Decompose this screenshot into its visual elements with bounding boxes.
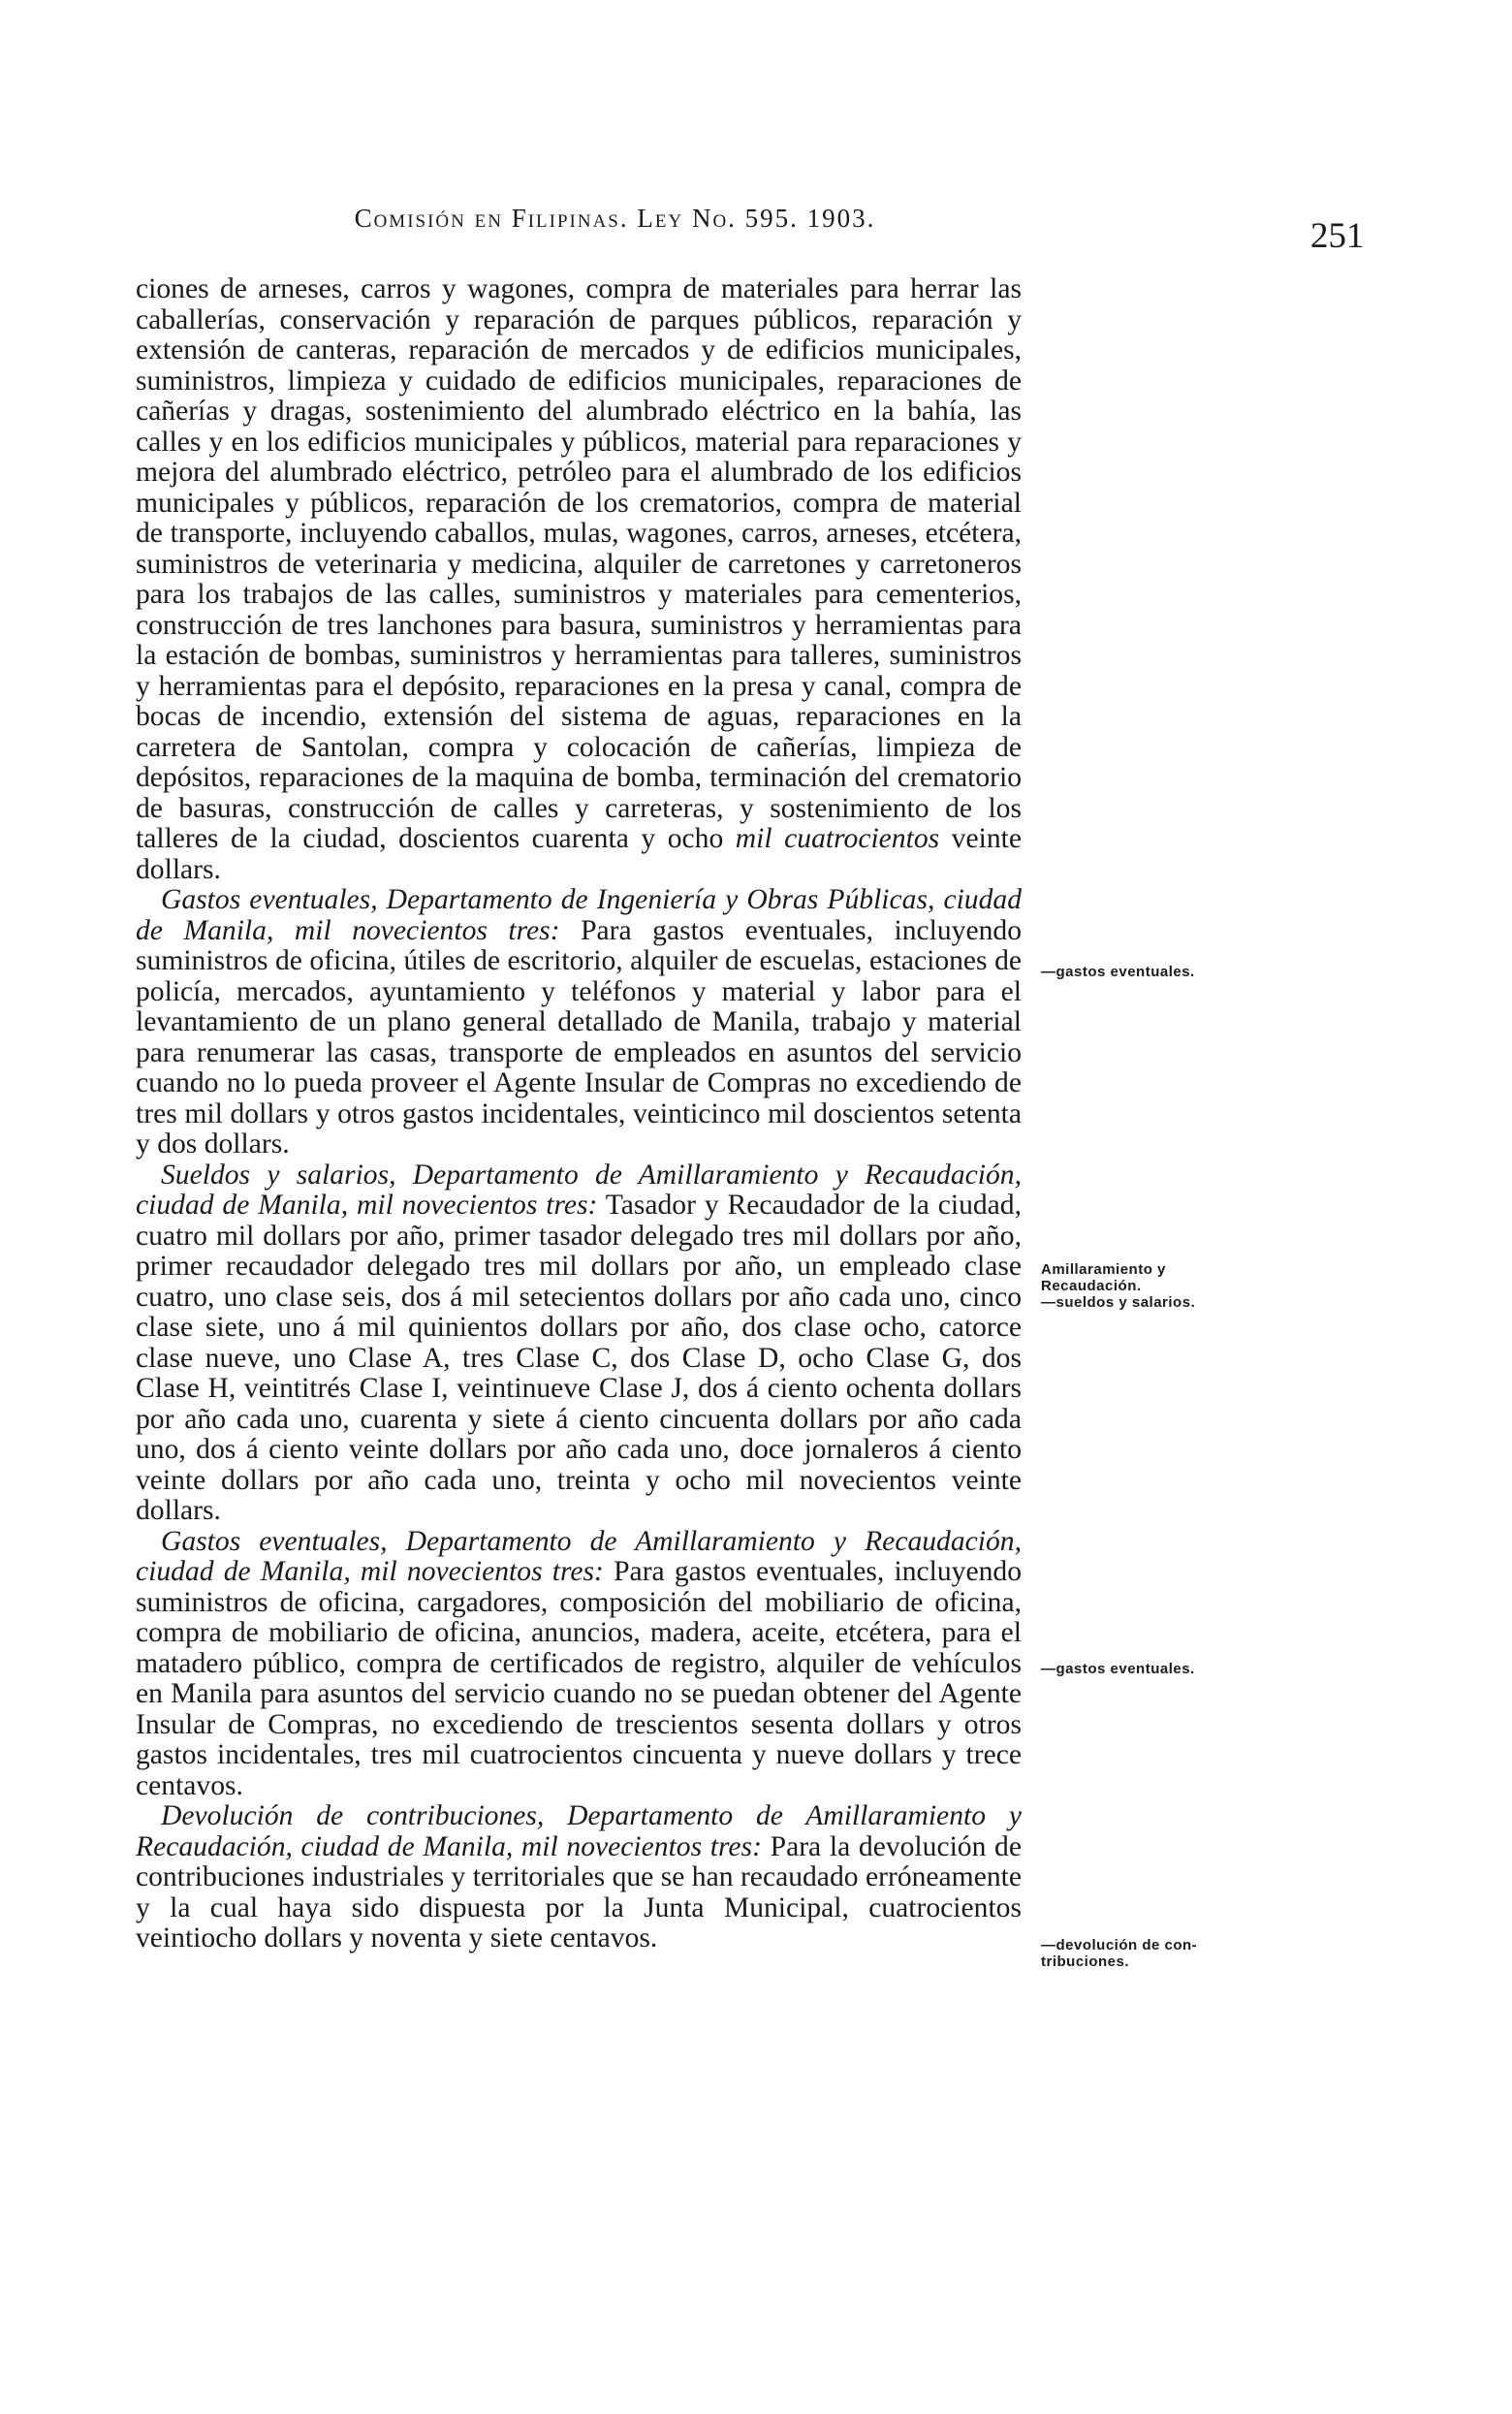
paragraph-2-lead: Gastos eventuales, Departamento de Ingeniería y Obras Públicas, ciudad de Manila, mil novecientos tres: bbox=[136, 884, 1022, 946]
paragraph-1-tail-italic: mil cuatrocientos bbox=[735, 823, 940, 854]
sidenote-line: —gastos eventuales. bbox=[1041, 964, 1195, 980]
paragraph-4-body: Para gastos eventuales, incluyendo suministros de oficina, cargadores, composición del mobiliario de oficina, compra de mobiliario de oficina, anuncios, madera, aceite, etcétera, para el matadero público, compra de certificados de registro, alquiler de vehículos en Manila para asuntos del servicio cuando no se puedan obtener del Agente Insular de Compras, no excediendo de trescientos sesenta dollars y otros gastos incidentales, tres mil cuatrocientos cincuenta y nueve dollars y trece centavos. bbox=[136, 1556, 1022, 1801]
paragraph-2-body: Para gastos eventuales, incluyendo suministros de oficina, útiles de escritorio, alquiler de escuelas, estaciones de policía, mercados, ayuntamiento y teléfonos y material y labor para el levantamiento de un plano general detallado de Manila, trabajo y material para renumerar las casas, transporte de empleados en asuntos del servicio cuando no lo pueda proveer el Agente Insular de Compras no excediendo de tres mil dollars y otros gastos incidentales, veinticinco mil doscientos setenta y dos dollars. bbox=[136, 914, 1022, 1159]
paragraph-3-lead: Sueldos y salarios, Departamento de Amillaramiento y Recaudación, ciudad de Manila, mil novecientos tres: bbox=[136, 1159, 1022, 1221]
paragraph-5-body: Para la devolución de contribuciones industriales y territoriales que se han recaudado erróneamente y la cual haya sido dispuesta por la Junta Municipal, cuatrocientos veintiocho dollars y noventa y siete centavos. bbox=[136, 1830, 1022, 1953]
sidenote-line: —gastos eventuales. bbox=[1041, 1661, 1195, 1677]
paragraph-2 bbox=[136, 885, 1022, 1160]
page-number: 251 bbox=[1310, 216, 1365, 256]
sidenote-line: —devolución de con- bbox=[1041, 1937, 1198, 1953]
sidenote-gastos-eventuales-2 bbox=[1041, 1661, 1274, 1677]
sidenote-line: Amillaramiento y bbox=[1041, 1261, 1166, 1278]
paragraph-3-body: Tasador y Recaudador de la ciudad, cuatro mil dollars por año, primer tasador delegado tres mil dollars por año, primer recaudador delegado tres mil dollars por año, un empleado clase cuatro, uno clase seis, dos á mil setecientos dollars por año cada uno, cinco clase siete, uno á mil quinientos dollars por año, dos clase ocho, catorce clase nueve, uno Clase A, tres Clase C, dos Clase D, ocho Clase G, dos Clase H, veintitrés Clase I, veintinueve Clase J, dos á ciento ochenta dollars por año cada uno, cuarenta y siete á ciento cincuenta dollars por año cada uno, dos á ciento veinte dollars por año cada uno, doce jornaleros á ciento veinte dollars por año cada uno, treinta y ocho mil novecientos veinte dollars. bbox=[136, 1190, 1022, 1526]
paragraph-3 bbox=[136, 1160, 1022, 1527]
sidenote-devolucion-de-contribuciones bbox=[1041, 1937, 1274, 1970]
sidenote-line: —sueldos y salarios. bbox=[1041, 1294, 1196, 1311]
paragraph-1-body: ciones de arneses, carros y wagones, compra de materiales para herrar las caballerías, conservación y reparación de parques públicos, reparación y extensión de canteras, reparación de mercados y de edificios municipales, suministros, limpieza y cuidado de edificios municipales, reparaciones de cañerías y dragas, sostenimiento del alumbrado eléctrico en la bahía, las calles y en los edificios municipales y públicos, material para reparaciones y mejora del alumbrado eléctrico, petróleo para el alumbrado de los edificios municipales y públicos, reparación de los crematorios, compra de material de transporte, incluyendo caballos, mulas, wagones, carros, arneses, etcétera, suministros de veterinaria y medicina, alquiler de carretones y carretoneros para los trabajos de las calles, suministros y materiales para cementerios, construcción de tres lanchones para basura, suministros y herramientas para la estación de bombas, suministros y herramientas para talleres, suministros y herramientas para el depósito, reparaciones en la presa y canal, compra de bocas de incendio, extensión del sistema de aguas, reparaciones en la carretera de Santolan, compra y colocación de cañerías, limpieza de depósitos, reparaciones de la maquina de bomba, terminación del crematorio de basuras, construcción de calles y carreteras, y sostenimiento de los talleres de la ciudad, doscientos cuarenta y ocho bbox=[136, 273, 1022, 854]
paragraph-4-lead: Gastos eventuales, Departamento de Amillaramiento y Recaudación, ciudad de Manila, mil novecientos tres: bbox=[136, 1525, 1022, 1587]
main-text-column bbox=[136, 274, 1022, 1954]
sidenote-line: tribuciones. bbox=[1041, 1953, 1130, 1970]
sidenote-gastos-eventuales-1 bbox=[1041, 964, 1274, 980]
sidenote-line: Recaudación. bbox=[1041, 1278, 1142, 1294]
paragraph-1-tail: veinte dollars. bbox=[136, 823, 1022, 885]
paragraph-5-lead: Devolución de contribuciones, Departamento de Amillaramiento y Recaudación, ciudad de Manila, mil novecientos tres: bbox=[136, 1800, 1022, 1862]
paragraph-4 bbox=[136, 1527, 1022, 1802]
paragraph-1 bbox=[136, 274, 1022, 885]
paragraph-5 bbox=[136, 1801, 1022, 1954]
sidenote-sueldos-y-salarios bbox=[1041, 1261, 1274, 1311]
running-head: Comisión en Filipinas. Ley No. 595. 1903. bbox=[354, 204, 876, 233]
